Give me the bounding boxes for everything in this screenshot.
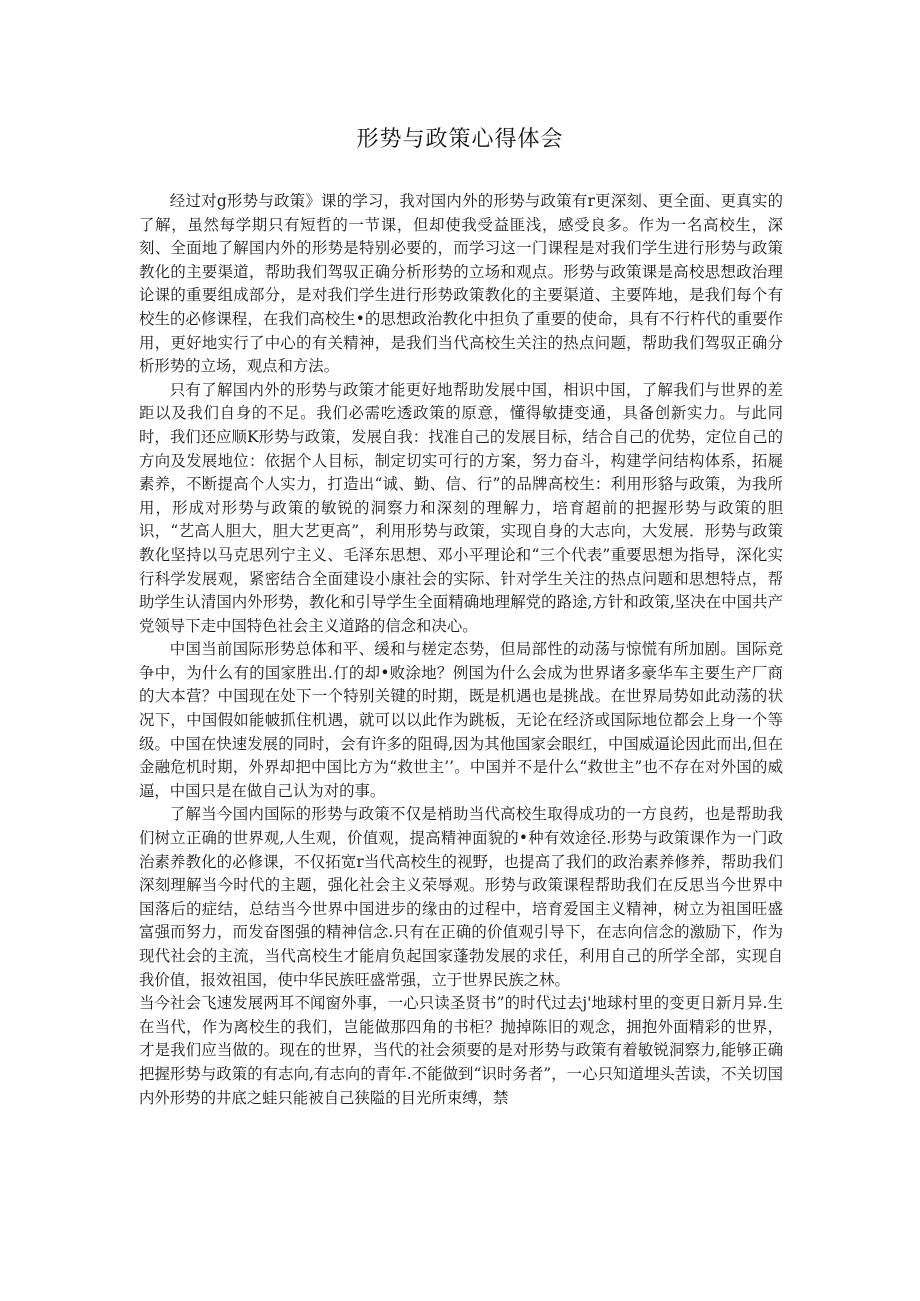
document-title: 形势与政策心得体会 [356,127,564,152]
document-body [139,190,783,1110]
paragraph: 当今社会飞速发展两耳不闻窗外事，一心只读圣贤书”的时代过去j'地球村里的变更日新月异.生在当代，作为离校生的我们，岂能做那四角的书柜？抛掉陈旧的观念，拥抱外面精彩的世界，才是我们应当做的。现在的世界，当代的社会须要的是对形势与政策有着敏锐洞察力,能够正确把握形势与政策的有志向,有志向的青年.不能做到“识时务者”，一心只知道埋头苦读，不关切国内外形势的井底之蛙只能被自己狭隘的目光所束缚，禁 [139,994,783,1107]
paragraph: 中国当前国际形势总体和平、缓和与槎定态势，但局部性的动荡与惊慌有所加剧。国际竞争中，为什么有的国家胜出.仃的却•败涂地？例国为什么会成为世界诸多豪华车主要生产厂商的大本营？中国现在处下一个特别关键的时期，既是机遇也是挑战。在世界局势如此动荡的状况下，中国假如能帔抓住机遇，就可以以此作为跳板，无论在经济或国际地位都会上身一个等级。中国在快速发展的同时，会有许多的阻碍,因为其他国家会眼红，中国威逼论因此而出,但在金融危机时期，外界却把中国比方为“救世主’’。中国并不是什么“救世主”也不存在对外国的威逼，中国只是在做自己认为对的事。 [139,640,783,800]
paragraph: 经过对g形势与政策》课的学习，我对国内外的形势与政策有r更深刻、更全面、更真实的了解，虽然每学期只有短哲的一节课，但却使我受益匪浅，感受良多。作为一名高校生，深刻、全面地了解国内外的形势是特别必要的，而学习这一门课程是对我们学生进行形势与政策教化的主要渠道，帮助我们驾驭正确分析形势的立场和观点。形势与政策课是高校思想政治理论课的重要组成部分，是对我们学生进行形势政策教化的主要渠道、主要阵地，是我们每个有校生的必修课程，在我们高校生•的思想政治教化中担负了重要的使命，具有不行杵代的重要作用，更好地实行了中心的有关精神，是我们当代高校生关注的热点问题，帮助我们驾驭正确分析形势的立场，观点和方法。 [139,192,783,376]
paragraph: 只有了解国内外的形势与政策才能更好地帮助发展中国，相识中国，了解我们与世界的差距以及我们自身的不足。我们必需吃透政策的原意，懂得敏捷变通，具备创新实力。与此同时，我们还应顺K形势与政策，发展自我：找准自己的发展目标，结合自己的优势，定位自己的方向及发展地位：依据个人目标，制定切实可行的方案，努力奋斗，构建学问结构体系，拓屣素养，不断提高个人实力，打造出“诚、勤、信、行”的品牌高校生：利用形貉与政策，为我所用，形成对形势与政策的敏锐的洞察力和深刻的理解力，培育超前的把握形势与政策的胆识，“艺高人胆大，胆大艺更高”，利用形势与政策，实现自身的大志向，大发展．形势与政策教化坚持以马克思列宁主义、毛泽东思想、邓小平理论和“三个代表”重要思想为指导，深化实行科学发展观，紧密结合全面建设小康社会的实际、针对学生关注的热点问题和思想特点，帮助学生认清国内外形势，教化和引导学生全面精确地理解党的路途,方针和政策,坚决在中国共产党领导下走中国特色社会主义道路的信念和决心。 [139,380,783,635]
paragraph: 了解当今国内国际的形势与政策不仅是梢助当代高校生取得成功的一方良药，也是帮助我们树立正确的世界观,人生观，价值观，提高精神面貌的•种有效途径.形势与政策课作为一门政治素养教化的必修课，不仅拓宽r当代高校生的视野，也提高了我们的政治素养修养，帮助我们深刻理解当今时代的主题，强化社会主义荣辱观。形势与政策课程帮助我们在反思当今世界中国落后的症结，总结当今世界中国进步的缘由的过程中，培育爱国主义精神，树立为祖国旺盛富强而努力，而发奋图强的精神信念.只有在正确的价值观引导下，在志向信念的激励下，作为现代社会的主流，当代高校生才能肩负起国家蓬勃发展的求任，利用自己的所学全部，实现自我价值，报效祖国，使中华民族旺盛常强，立于世界民族之林。 [139,805,783,989]
